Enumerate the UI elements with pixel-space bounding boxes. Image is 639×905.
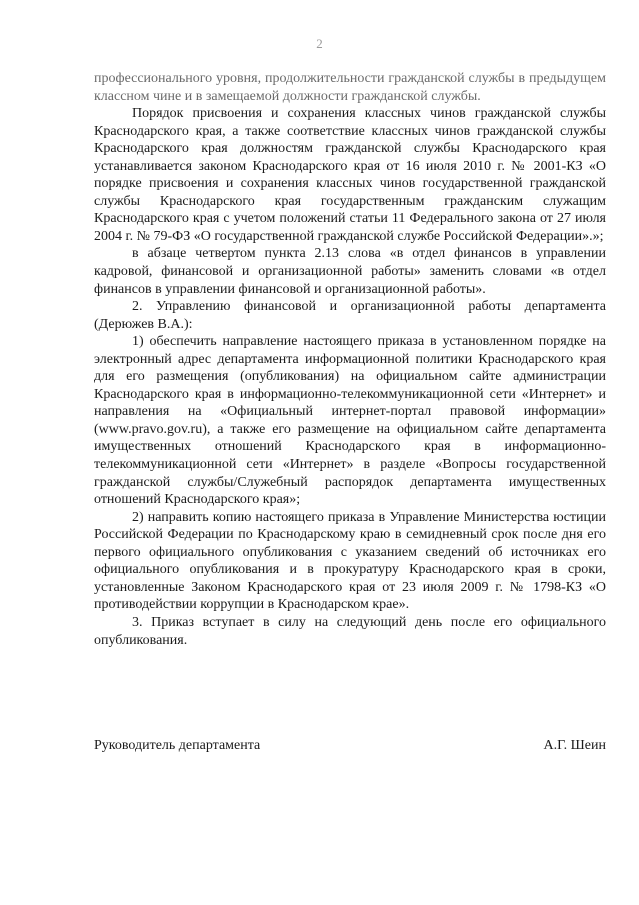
paragraph-continuation: профессионального уровня, продолжительности гражданской службы в предыдущем классном чине и в замещаемой должности гражданской службы.: [94, 71, 606, 104]
document-body: [94, 70, 606, 649]
paragraph-item-2: 2. Управлению финансовой и организационной работы департамента (Дерюжев В.А.):: [94, 299, 606, 332]
page-number: 2: [316, 36, 323, 51]
paragraph-item-3: 3. Приказ вступает в силу на следующий день после его официального опубликования.: [94, 614, 606, 648]
paragraph-class-ranks-order: Порядок присвоения и сохранения классных чинов гражданской службы Краснодарского края, а также соответствие классных чинов гражданской службы Краснодарского края должностям гражданской службы Краснодарского края устанавливается законом Краснодарского края от 16 июля 2010 г. № 2001-КЗ «О порядке присвоения и сохранения классных чинов государственной гражданской службы Краснодарского края государственным гражданским служащим Краснодарского края с учетом положений статьи 11 Федерального закона от 27 июля 2004 г. № 79-ФЗ «О государственной гражданской службе Российской Федерации».»;: [94, 106, 606, 244]
paragraph-item-2-2: 2) направить копию настоящего приказа в Управление Министерства юстиции Российской Федерации по Краснодарскому краю в семидневный срок после дня его первого официального опубликования с указанием сведений об источниках его официального опубликования и в прокуратуру Краснодарского края в сроки, установленные Законом Краснодарского края от 23 июля 2009 г. № 1798-КЗ «О противодействии коррупции в Краснодарском крае».: [94, 509, 606, 613]
signatory-name: А.Г. Шеин: [543, 738, 606, 753]
paragraph-item-2-1: 1) обеспечить направление настоящего приказа в установленном порядке на электронный адрес департамента информационной политики Краснодарского края для его размещения (опубликования) на официальном сайте администрации Краснодарского края в информационно-телекоммуникационной сети «Интернет» и направления на «Официальный интернет-портал правовой информации» (www.pravo.gov.ru), а также его размещение на официальном сайте департамента имущественных отношений Краснодарского края в информационно-телекоммуникационной сети «Интернет» в разделе «Вопросы государственной гражданской службы/Служебный распорядок департамента имущественных отношений Краснодарского края»;: [94, 334, 606, 508]
signatory-position: Руководитель департамента: [94, 738, 261, 753]
paragraph-amendment-2-13: в абзаце четвертом пункта 2.13 слова «в отдел финансов в управлении кадровой, финансовой и организационной работы» заменить словами «в отдел финансов в управлении финансовой и организационной работы».: [94, 246, 606, 297]
